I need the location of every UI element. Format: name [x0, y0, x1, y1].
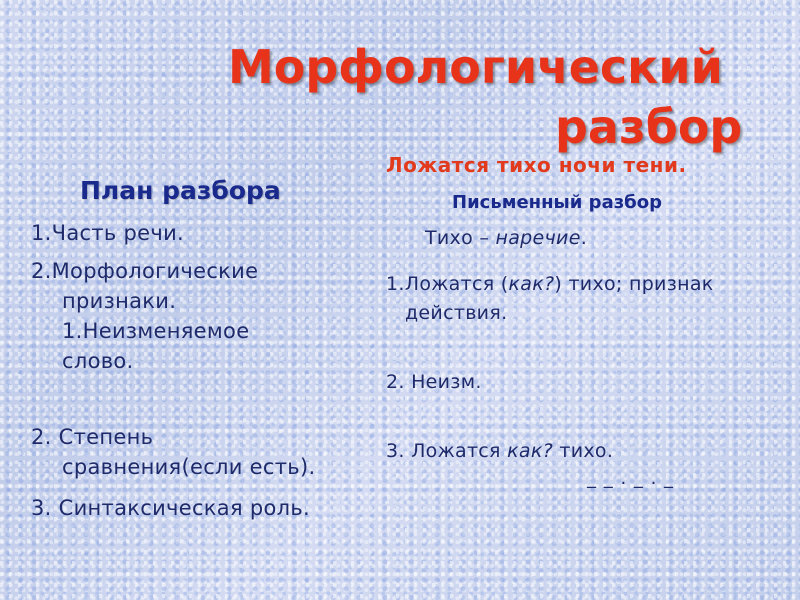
analysis-point-3: 3. Ложатся как? тихо.: [386, 440, 614, 462]
word-label: Тихо –: [425, 227, 496, 249]
plan-item-1: 1.Часть речи.: [31, 221, 185, 245]
plan-item-2-line-4: слово.: [62, 349, 134, 373]
plan-item-2-line-2: признаки.: [62, 289, 177, 313]
plan-item-2-line-1: 2.Морфологические: [31, 259, 259, 283]
plan-item-4: 3. Синтаксическая роль.: [31, 496, 311, 520]
title-line-1: Морфологический: [228, 40, 723, 94]
analysis-point-1-line-1: 1.Ложатся (как?) тихо; признак: [386, 273, 714, 295]
plan-item-2-line-3: 1.Неизменяемое: [62, 319, 250, 343]
written-analysis-heading: Письменный разбор: [452, 192, 662, 213]
syntactic-underline-mark: _ _ . _ . _: [587, 468, 675, 489]
title-line-2: разбор: [555, 100, 743, 154]
analysis-point-1-line-2: действия.: [405, 302, 508, 324]
plan-item-3-line-1: 2. Степень: [31, 425, 154, 449]
example-sentence: Ложатся тихо ночи тени.: [386, 153, 687, 177]
question-word-2: как?: [507, 440, 554, 462]
plan-heading: План разбора: [80, 176, 281, 205]
plan-item-3-line-2: сравнения(если есть).: [62, 455, 316, 479]
analysis-point-2: 2. Неизм.: [386, 371, 482, 393]
word-line-end: .: [580, 227, 588, 249]
part-of-speech: наречие: [495, 227, 581, 249]
word-pos-line: [425, 227, 587, 249]
question-word: как?: [508, 273, 555, 295]
